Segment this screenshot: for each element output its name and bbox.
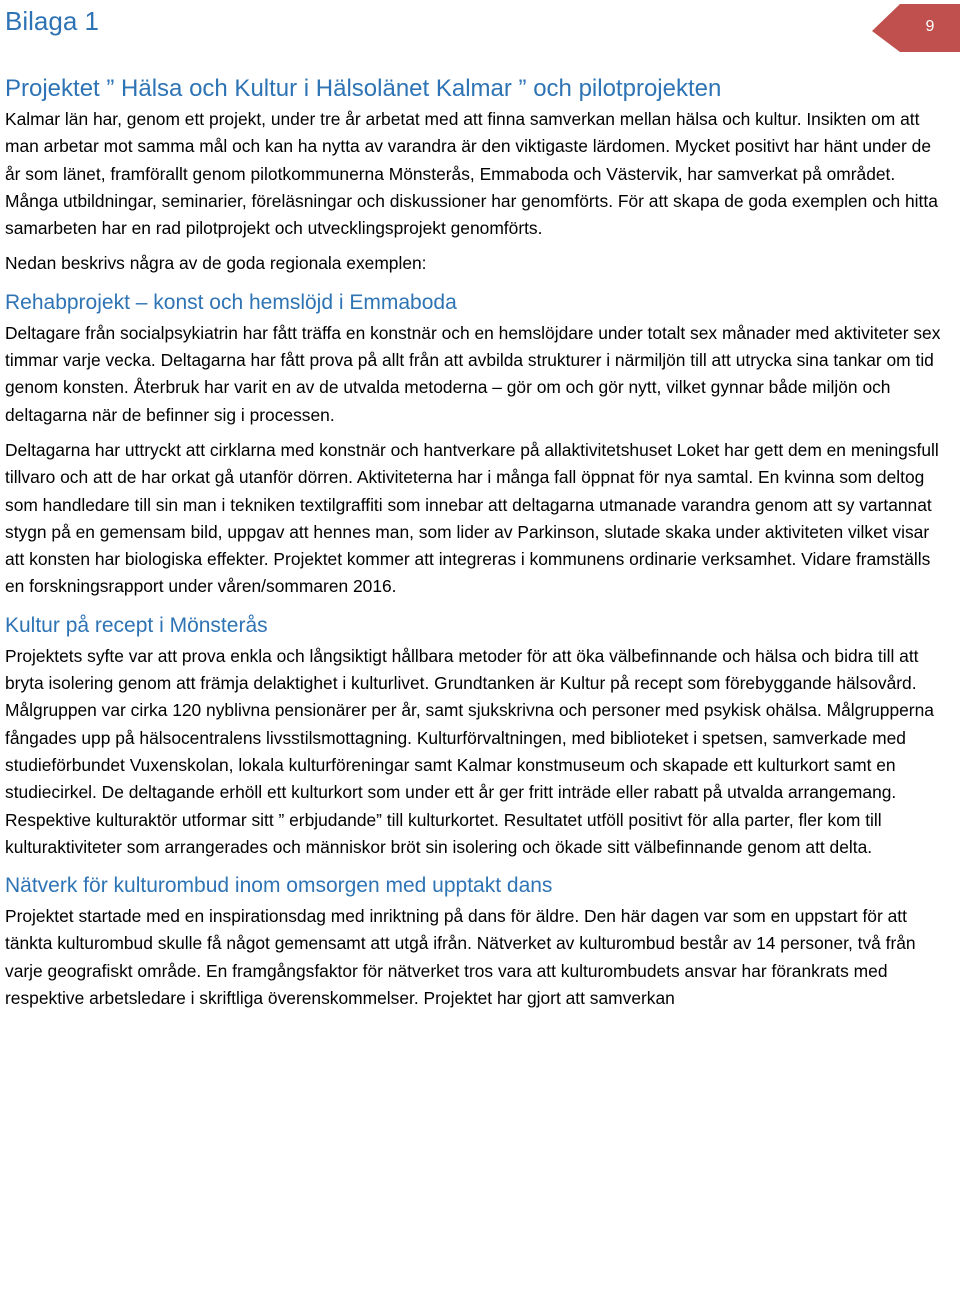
section-main-heading: Projektet ” Hälsa och Kultur i Hälsolänet Kalmar ” och pilotprojekten [5, 75, 722, 102]
page-number-badge [872, 4, 960, 60]
section-natverk-heading: Nätverk för kulturombud inom omsorgen med upptakt dans [5, 874, 553, 898]
section-kultur-paragraph-1: Projektets syfte var att prova enkla och långsiktigt hållbara metoder för att öka välbefinnande och hälsa och bidra till att bryta isolering genom att främja delaktighet i kulturlivet. Grundtanken är Kultur på recept som förebyggande hälsovård. Målgruppen var cirka 120 nyblivna pensionärer per år, samt sjukskrivna och personer med psykisk ohälsa. Målgrupperna fångades upp på hälsocentralens livsstilsmottagning. Kulturförvaltningen, med biblioteket i spetsen, samverkade med studieförbundet Vuxenskolan, lokala kulturföreningar samt Kalmar konstmuseum och skapade ett kulturkort samt en studiecirkel. De deltagande erhöll ett kulturkort som under ett år ger fritt inträde eller rabatt på utvalda arrangemang. Respektive kulturaktör utformar sitt ” erbjudande” till kulturkortet. Resultatet utföll positivt för alla parter, fler kom till kulturaktiviteter som arrangerades och människor bröt sin isolering och ökade sitt välbefinnande genom att delta. [5, 645, 934, 857]
section-rehab-heading: Rehabprojekt – konst och hemslöjd i Emmaboda [5, 290, 457, 314]
section-main-paragraph-1: Kalmar län har, genom ett projekt, under tre år arbetat med att finna samverkan mellan hälsa och kultur. Insikten om att man arbetar mot samma mål och kan ha nytta av varandra är den viktigaste lärdomen. Mycket positivt har hänt under de år som länet, framförallt genom pilotkommunerna Mönsterås, Emmaboda och Västervik, har samverkat på området. Många utbildningar, seminarier, föreläsningar och diskussioner har genomförts. För att skapa de goda exemplen och hitta samarbeten har en rad pilotprojekt och utvecklingsprojekt genomförts. [5, 109, 938, 239]
section-kultur-heading: Kultur på recept i Mönsterås [5, 613, 268, 637]
document-body [5, 70, 950, 1020]
section-natverk [5, 869, 950, 1012]
section-main-paragraph-2: Nedan beskrivs några av de goda regionala exemplen: [5, 253, 427, 274]
section-rehab-paragraph-2: Deltagarna har uttryckt att cirklarna med konstnär och hantverkare på allaktivitetshuset Loket har gett dem en meningsfull tillvaro och att de har orkat gå utanför dörren. Aktiviteterna har i många fall öppnat för nya samtal. En kvinna som deltog som handledare till sin man i tekniken textilgraffiti som innebar att deltagarna utmanade varandra genom att sy vartannat stygn på en gemensam bild, uppgav att hennes man, som lider av Parkinson, slutade skaka under aktiviteten vilket visar att konsten har biologiska effekter. Projektet kommer att integreras i kommunens ordinarie verksamhet. Vidare framställs en forskningsrapport under våren/sommaren 2016. [5, 439, 939, 597]
page-number: 9 [925, 18, 935, 35]
section-kultur [5, 609, 950, 861]
header-title: Bilaga 1 [5, 6, 99, 36]
section-natverk-paragraph-1: Projektet startade med en inspirationsdag med inriktning på dans för äldre. Den här dagen var som en uppstart för att tänkta kulturombud skulle få något gemensamt att utgå ifrån. Nätverket av kulturombud består av 14 personer, två från varje geografiskt område. En framgångsfaktor för nätverket tros vara att kulturombudets ansvar har förankrats med respektive arbetsledare i skriftliga överenskommelser. Projektet har gjort att samverkan [5, 906, 916, 1009]
section-main [5, 72, 950, 278]
section-rehab [5, 286, 950, 601]
section-rehab-paragraph-1: Deltagare från socialpsykiatrin har fått träffa en konstnär och en hemslöjdare under totalt sex månader med aktiviteter sex timmar varje vecka. Deltagarna har fått prova på allt från att avbilda strukturer i närmiljön till att utrycka sina tankar om tid genom konsten. Återbruk har varit en av de utvalda metoderna – gör om och gör nytt, vilket gynnar både miljön och deltagarna när de befinner sig i processen. [5, 322, 941, 425]
